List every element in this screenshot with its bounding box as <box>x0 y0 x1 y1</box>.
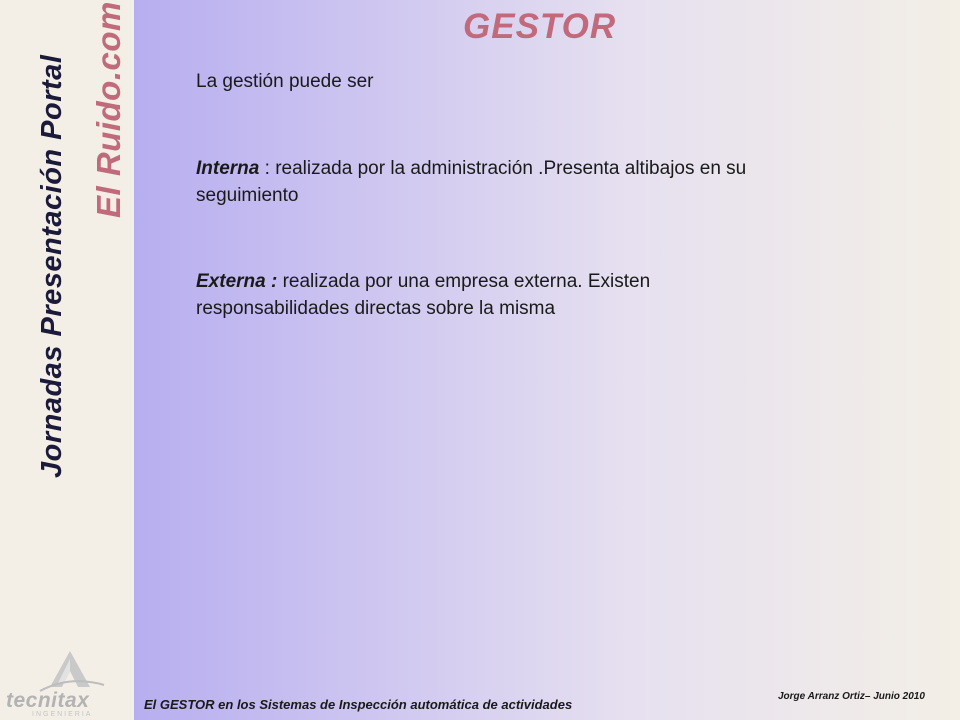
item-term: Interna <box>196 158 260 179</box>
footer-caption: El GESTOR en los Sistemas de Inspección automática de actividades <box>144 697 573 712</box>
logo-subtitle: INGENIERIA <box>32 711 93 718</box>
tecnitax-logo-icon <box>0 645 134 693</box>
item-interna <box>196 155 796 209</box>
footer-author: Jorge Arranz Ortiz– Junio 2010 <box>778 691 925 702</box>
vertical-title: Jornadas Presentación Portal <box>36 54 68 478</box>
content-panel <box>134 0 960 720</box>
item-text: realizada por una empresa externa. Existen responsabilidades directas sobre la misma <box>196 271 651 319</box>
item-externa <box>196 268 796 322</box>
item-text: : realizada por la administración .Presenta altibajos en su seguimiento <box>196 158 747 206</box>
intro-text: La gestión puede ser <box>196 71 374 92</box>
slide-title: GESTOR <box>463 7 617 46</box>
item-term: Externa : <box>196 271 278 292</box>
tecnitax-logo <box>0 645 134 720</box>
vertical-subtitle: El Ruido.com <box>90 1 127 218</box>
logo-wordmark: tecnitax <box>6 689 90 712</box>
